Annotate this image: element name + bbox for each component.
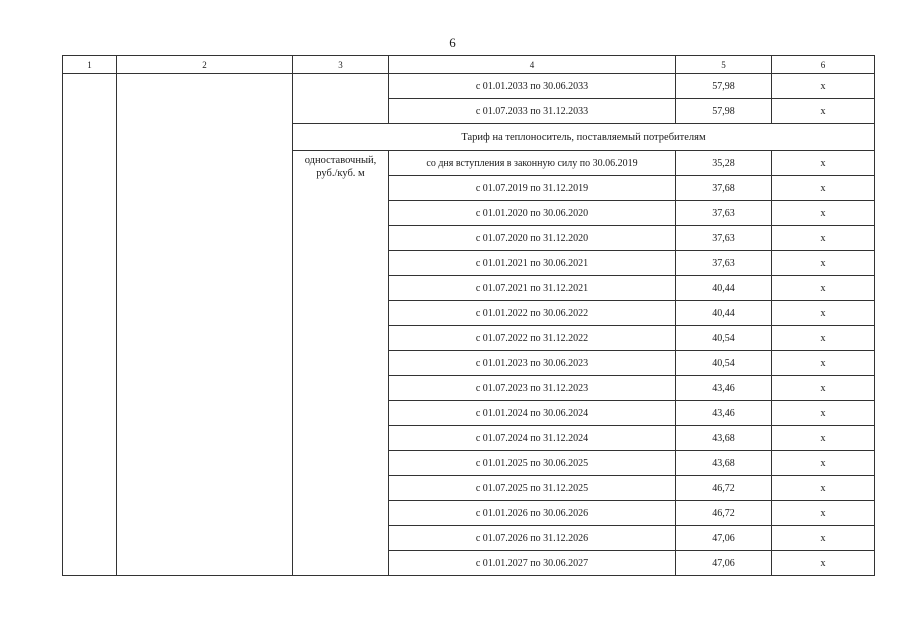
value-cell: 43,68 <box>676 426 772 451</box>
value-cell: 37,63 <box>676 251 772 276</box>
period-cell: со дня вступления в законную силу по 30.06.2019 <box>389 151 676 176</box>
value-cell: 40,44 <box>676 301 772 326</box>
mark-cell: х <box>772 201 875 226</box>
column-1-cell <box>63 74 117 576</box>
mark-cell: х <box>772 426 875 451</box>
value-cell: 46,72 <box>676 501 772 526</box>
value-cell: 37,63 <box>676 201 772 226</box>
value-cell: 37,68 <box>676 176 772 201</box>
period-cell: с 01.07.2021 по 31.12.2021 <box>389 276 676 301</box>
tariff-table <box>62 55 875 576</box>
mark-cell: х <box>772 226 875 251</box>
period-cell: с 01.07.2026 по 31.12.2026 <box>389 526 676 551</box>
value-cell: 43,46 <box>676 401 772 426</box>
column-header-5: 5 <box>676 56 772 74</box>
mark-cell: х <box>772 476 875 501</box>
value-cell: 46,72 <box>676 476 772 501</box>
table-row <box>63 74 875 99</box>
column-header-3: 3 <box>293 56 389 74</box>
value-cell: 43,68 <box>676 451 772 476</box>
section-title: Тариф на теплоноситель, поставляемый потребителям <box>293 124 875 151</box>
column-header-1: 1 <box>63 56 117 74</box>
mark-cell: х <box>772 301 875 326</box>
period-cell: с 01.01.2027 по 30.06.2027 <box>389 551 676 576</box>
period-cell: с 01.01.2021 по 30.06.2021 <box>389 251 676 276</box>
period-cell: с 01.07.2033 по 31.12.2033 <box>389 99 676 124</box>
mark-cell: х <box>772 251 875 276</box>
mark-cell: х <box>772 501 875 526</box>
mark-cell: х <box>772 351 875 376</box>
value-cell: 40,44 <box>676 276 772 301</box>
tariff-table-body <box>63 56 875 576</box>
period-cell: с 01.07.2024 по 31.12.2024 <box>389 426 676 451</box>
value-cell: 40,54 <box>676 326 772 351</box>
period-cell: с 01.01.2022 по 30.06.2022 <box>389 301 676 326</box>
period-cell: с 01.01.2024 по 30.06.2024 <box>389 401 676 426</box>
column-header-2: 2 <box>117 56 293 74</box>
table-header-row <box>63 56 875 74</box>
mark-cell: х <box>772 376 875 401</box>
mark-cell: х <box>772 451 875 476</box>
value-cell: 47,06 <box>676 526 772 551</box>
column-3-cell <box>293 74 389 124</box>
mark-cell: х <box>772 326 875 351</box>
column-header-6: 6 <box>772 56 875 74</box>
mark-cell: х <box>772 276 875 301</box>
mark-cell: х <box>772 176 875 201</box>
mark-cell: х <box>772 401 875 426</box>
period-cell: с 01.01.2023 по 30.06.2023 <box>389 351 676 376</box>
mark-cell: х <box>772 526 875 551</box>
period-cell: с 01.01.2026 по 30.06.2026 <box>389 501 676 526</box>
period-cell: с 01.01.2025 по 30.06.2025 <box>389 451 676 476</box>
mark-cell: х <box>772 99 875 124</box>
mark-cell: х <box>772 74 875 99</box>
page-number: 6 <box>449 35 456 50</box>
period-cell: с 01.07.2020 по 31.12.2020 <box>389 226 676 251</box>
column-2-cell <box>117 74 293 576</box>
period-cell: с 01.07.2023 по 31.12.2023 <box>389 376 676 401</box>
period-cell: с 01.07.2025 по 31.12.2025 <box>389 476 676 501</box>
value-cell: 57,98 <box>676 99 772 124</box>
column-header-4: 4 <box>389 56 676 74</box>
period-cell: с 01.07.2022 по 31.12.2022 <box>389 326 676 351</box>
mark-cell: х <box>772 551 875 576</box>
period-cell: с 01.01.2020 по 30.06.2020 <box>389 201 676 226</box>
value-cell: 37,63 <box>676 226 772 251</box>
value-cell: 40,54 <box>676 351 772 376</box>
mark-cell: х <box>772 151 875 176</box>
units-cell: одноставочный, руб./куб. м <box>293 151 389 576</box>
value-cell: 43,46 <box>676 376 772 401</box>
value-cell: 47,06 <box>676 551 772 576</box>
value-cell: 57,98 <box>676 74 772 99</box>
value-cell: 35,28 <box>676 151 772 176</box>
period-cell: с 01.01.2033 по 30.06.2033 <box>389 74 676 99</box>
period-cell: с 01.07.2019 по 31.12.2019 <box>389 176 676 201</box>
